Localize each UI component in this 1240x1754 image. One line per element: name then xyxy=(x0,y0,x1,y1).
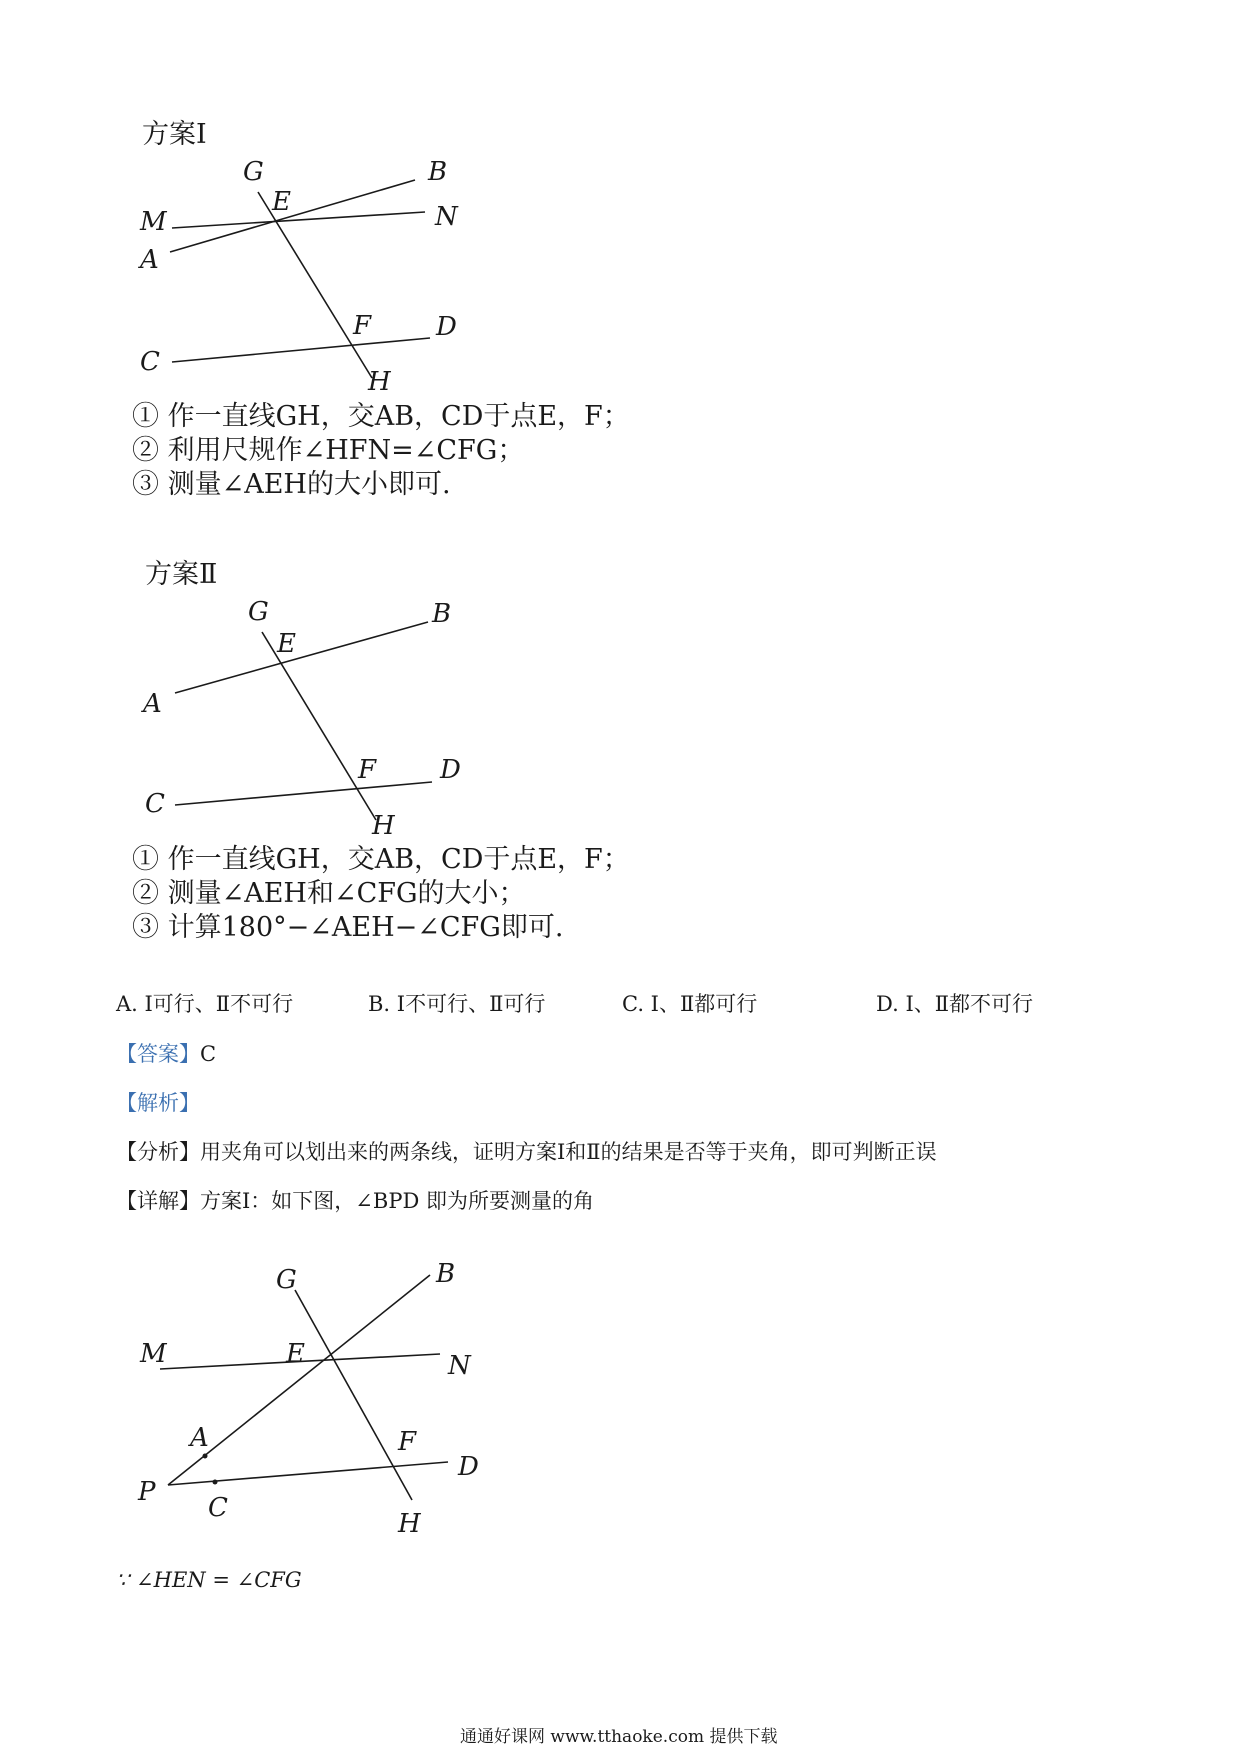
solution-label-n: N xyxy=(448,1351,471,1381)
solution-label-p: P xyxy=(138,1477,156,1507)
solution-label-b: B xyxy=(436,1259,456,1289)
plan2-label-h: H xyxy=(372,811,395,841)
option-b: B. Ⅰ不可行、Ⅱ可行 xyxy=(368,992,546,1016)
answer-tag: 【答案】 xyxy=(116,1042,200,1066)
option-a: A. Ⅰ可行、Ⅱ不可行 xyxy=(116,992,294,1016)
plan2-step-3: ③ 计算180°−∠AEH−∠CFG即可. xyxy=(132,912,564,943)
footer-text: 通通好课网 www.tthaoke.com 提供下载 xyxy=(460,1727,778,1747)
solution-point-a xyxy=(203,1454,208,1459)
fenxi-tag: 【分析】 xyxy=(116,1140,200,1164)
solution-label-g: G xyxy=(276,1265,297,1295)
answer-value: C xyxy=(200,1042,217,1066)
plan2-label-a: A xyxy=(143,689,162,719)
analysis-tag: 【解析】 xyxy=(116,1091,200,1115)
plan2-label-e: E xyxy=(277,629,296,659)
solution-line-gh xyxy=(295,1290,412,1500)
plan1-label-m: M xyxy=(140,207,167,237)
plan2-step-2: ② 测量∠AEH和∠CFG的大小； xyxy=(132,878,526,909)
option-c: C. Ⅰ、Ⅱ都可行 xyxy=(622,992,758,1016)
plan1-step-3: ③ 测量∠AEH的大小即可. xyxy=(132,469,451,500)
solution-label-e: E xyxy=(286,1339,305,1369)
solution-label-m: M xyxy=(140,1339,167,1369)
plan1-label-g: G xyxy=(243,157,264,187)
plan1-label-n: N xyxy=(435,202,458,232)
plan1-step-2: ② 利用尺规作∠HFN=∠CFG； xyxy=(132,435,525,466)
solution-label-c: C xyxy=(208,1493,228,1523)
plan2-title: 方案Ⅱ xyxy=(145,559,218,590)
solution-label-a: A xyxy=(190,1423,209,1453)
plan1-label-a: A xyxy=(140,245,159,275)
plan1-label-b: B xyxy=(428,157,448,187)
solution-label-f: F xyxy=(398,1427,417,1457)
plan1-label-h: H xyxy=(368,367,391,397)
plan1-step-1: ① 作一直线GH，交AB，CD于点E，F； xyxy=(132,401,630,432)
plan2-label-b: B xyxy=(432,599,452,629)
solution-label-h: H xyxy=(398,1509,421,1539)
plan2-label-d: D xyxy=(440,755,461,785)
plan1-label-f: F xyxy=(353,311,372,341)
xiangjie-text: 方案Ⅰ：如下图，∠BPD 即为所要测量的角 xyxy=(200,1189,594,1213)
plan1-label-c: C xyxy=(140,347,160,377)
plan1-title: 方案Ⅰ xyxy=(142,119,207,150)
plan1-label-d: D xyxy=(436,312,457,342)
xiangjie-tag: 【详解】 xyxy=(116,1189,200,1213)
plan1-label-e: E xyxy=(272,187,291,217)
because-line: ∵ ∠HEN = ∠CFG xyxy=(116,1568,302,1592)
option-d: D. Ⅰ、Ⅱ都不可行 xyxy=(876,992,1034,1016)
solution-point-c xyxy=(213,1480,218,1485)
plan2-label-f: F xyxy=(358,755,377,785)
solution-line-pb xyxy=(168,1275,430,1485)
solution-label-d: D xyxy=(458,1452,479,1482)
plan2-label-c: C xyxy=(145,789,165,819)
plan2-label-g: G xyxy=(248,597,269,627)
solution-line-pd xyxy=(168,1462,448,1485)
plan2-step-1: ① 作一直线GH，交AB，CD于点E，F； xyxy=(132,844,630,875)
fenxi-text: 用夹角可以划出来的两条线，证明方案Ⅰ和Ⅱ的结果是否等于夹角，即可判断正误 xyxy=(200,1140,937,1164)
